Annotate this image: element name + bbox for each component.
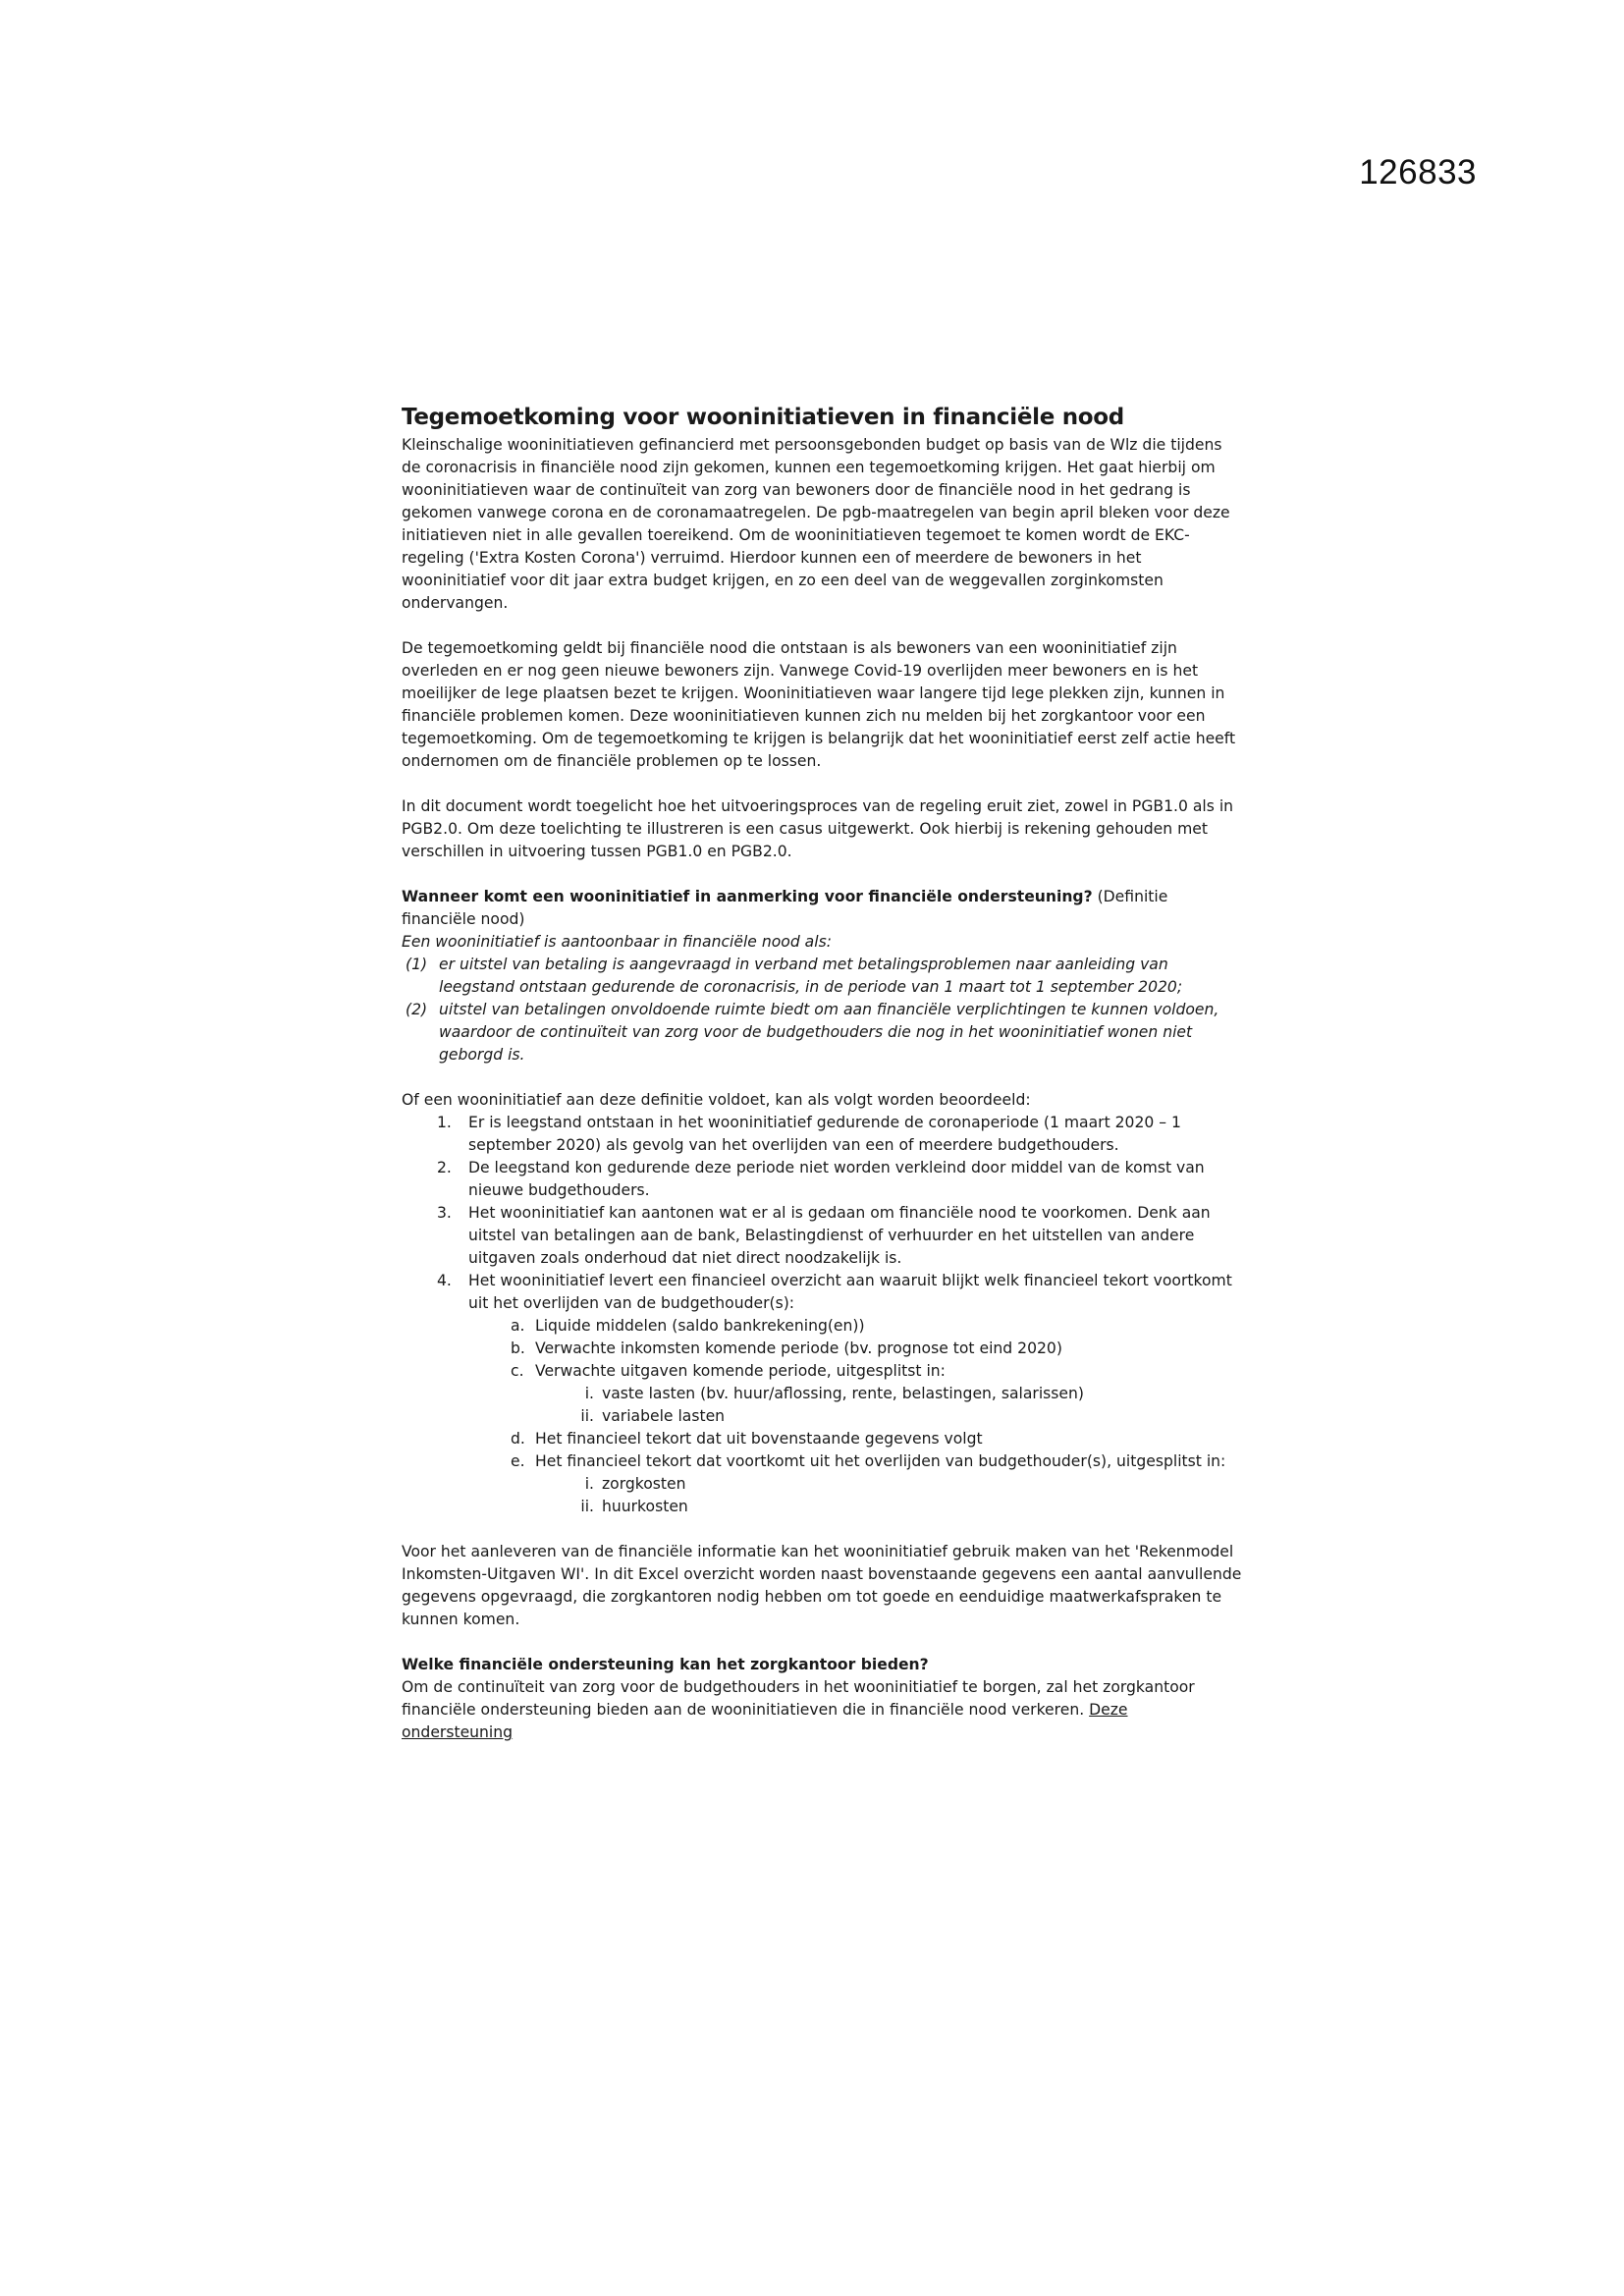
criteria-text: Er is leegstand ontstaan in het wooninitiatief gedurende de coronaperiode (1 maart 2020 – 1 september 2020) als gevolg van het overlijden van een of meerdere budgethouders. (468, 1114, 1181, 1154)
sub-marker: c. (511, 1362, 524, 1380)
criteria-text: Het wooninitiatief kan aantonen wat er al is gedaan om financiële nood te voorkomen. Denk aan uitstel van betalingen aan de bank, Belastingdienst of verhuurder en het uitstellen van andere uitgaven zoals onderhoud dat niet direct noodzakelijk is. (468, 1204, 1211, 1267)
roman-text: zorgkosten (602, 1475, 686, 1493)
page-title: Tegemoetkoming voor wooninitiatieven in financiële nood (402, 405, 1124, 430)
expenses-item (535, 1383, 1242, 1405)
roman-text: vaste lasten (bv. huur/aflossing, rente, belastingen, salarissen) (602, 1385, 1084, 1402)
expenses-list (535, 1383, 1242, 1428)
criteria-item (402, 1270, 1242, 1518)
definition-item (402, 954, 1242, 999)
paragraph-rekenmodel: Voor het aanleveren van de financiële informatie kan het wooninitiatief gebruik maken van het 'Rekenmodel Inkomsten-Uitgaven WI'. In dit Excel overzicht worden naast bovenstaande gegevens een aantal aanvullende gegevens opgevraagd, die zorgkantoren nodig hebben om tot goede en eenduidige maatwerkafspraken te kunnen komen. (402, 1543, 1242, 1628)
criteria-marker: 1. (437, 1114, 452, 1131)
document-number: 126833 (1359, 153, 1477, 191)
criteria-item (402, 1112, 1242, 1157)
criteria-list (402, 1112, 1242, 1518)
sub-marker: b. (511, 1339, 525, 1357)
support-text: Om de continuïteit van zorg voor de budgethouders in het wooninitiatief te borgen, zal het zorgkantoor financiële ondersteuning bieden aan de wooninitiatieven die in financiële nood verkeren. (402, 1678, 1195, 1719)
support-paragraph (402, 1676, 1242, 1744)
roman-marker: ii. (580, 1407, 594, 1425)
definition-intro: Een wooninitiatief is aantoonbaar in financiële nood als: (402, 933, 832, 951)
financial-overview-item (468, 1338, 1242, 1360)
financial-overview-item (468, 1315, 1242, 1338)
criteria-text: De leegstand kon gedurende deze periode niet worden verkleind door middel van de komst van nieuwe budgethouders. (468, 1159, 1205, 1199)
financial-overview-item (468, 1428, 1242, 1450)
sub-marker: a. (511, 1317, 525, 1335)
section-support (402, 1654, 1242, 1744)
sub-text: Het financieel tekort dat voortkomt uit het overlijden van budgethouder(s), uitgesplitst in: (535, 1452, 1226, 1470)
definition-list (402, 954, 1242, 1066)
section-eligibility (402, 886, 1242, 1631)
paragraph-uitvoering: In dit document wordt toegelicht hoe het uitvoeringsproces van de regeling eruit ziet, zowel in PGB1.0 als in PGB2.0. Om deze toelichting te illustreren is een casus uitgewerkt. Ook hierbij is rekening gehouden met verschillen in uitvoering tussen PGB1.0 en PGB2.0. (402, 797, 1234, 860)
financial-overview-item (468, 1360, 1242, 1428)
sub-marker: d. (511, 1430, 525, 1448)
definition-item (402, 999, 1242, 1066)
eligibility-heading (402, 886, 1242, 931)
sub-text: Liquide middelen (saldo bankrekening(en)) (535, 1317, 865, 1335)
financial-overview-list (468, 1315, 1242, 1518)
sub-text: Verwachte inkomsten komende periode (bv. prognose tot eind 2020) (535, 1339, 1062, 1357)
eligibility-question-suffix: (Definitie financiële nood) (402, 888, 1168, 928)
criteria-intro: Of een wooninitiatief aan deze definitie voldoet, kan als volgt worden beoordeeld: (402, 1091, 1031, 1109)
definition-marker: (2) (406, 1001, 428, 1018)
criteria-item (402, 1202, 1242, 1270)
sub-text: Verwachte uitgaven komende periode, uitgesplitst in: (535, 1362, 946, 1380)
sub-marker: e. (511, 1452, 525, 1470)
paragraph-tegemoetkoming: De tegemoetkoming geldt bij financiële nood die ontstaan is als bewoners van een wooninitiatief zijn overleden en er nog geen nieuwe bewoners zijn. Vanwege Covid-19 overlijden meer bewoners en is het moeilijker de lege plaatsen bezet te krijgen. Wooninitiatieven waar langere tijd lege plekken zijn, kunnen in financiële problemen komen. Deze wooninitiatieven kunnen zich nu melden bij het zorgkantoor voor een tegemoetkoming. Om de tegemoetkoming te krijgen is belangrijk dat het wooninitiatief eerst zelf actie heeft ondernomen om de financiële problemen op te lossen. (402, 639, 1236, 770)
support-underlined-text: Deze ondersteuning (402, 1701, 1128, 1741)
roman-text: huurkosten (602, 1498, 688, 1515)
criteria-marker: 2. (437, 1159, 452, 1176)
criteria-marker: 3. (437, 1204, 452, 1222)
definition-text: uitstel van betalingen onvoldoende ruimte biedt om aan financiële verplichtingen te kunnen voldoen, waardoor de continuïteit van zorg voor de budgethouders die nog in het wooninitiatief wonen niet geborgd is. (439, 1001, 1219, 1064)
shortfall-list (535, 1473, 1242, 1518)
document-body (402, 403, 1242, 1744)
shortfall-item (535, 1473, 1242, 1496)
shortfall-item (535, 1496, 1242, 1518)
eligibility-question: Wanneer komt een wooninitiatief in aanmerking voor financiële ondersteuning? (402, 888, 1093, 905)
financial-overview-item (468, 1450, 1242, 1518)
expenses-item (535, 1405, 1242, 1428)
criteria-marker: 4. (437, 1272, 452, 1289)
sub-text: Het financieel tekort dat uit bovenstaande gegevens volgt (535, 1430, 983, 1448)
criteria-item (402, 1157, 1242, 1202)
definition-marker: (1) (406, 956, 428, 973)
support-heading: Welke financiële ondersteuning kan het zorgkantoor bieden? (402, 1656, 929, 1673)
criteria-text: Het wooninitiatief levert een financieel overzicht aan waaruit blijkt welk financieel tekort voortkomt uit het overlijden van de budgethouder(s): (468, 1272, 1232, 1312)
definition-text: er uitstel van betaling is aangevraagd in verband met betalingsproblemen naar aanleiding van leegstand ontstaan gedurende de coronacrisis, in de periode van 1 maart tot 1 september 2020; (439, 956, 1183, 996)
paragraph-intro: Kleinschalige wooninitiatieven gefinancierd met persoonsgebonden budget op basis van de Wlz die tijdens de coronacrisis in financiële nood zijn gekomen, kunnen een tegemoetkoming krijgen. Het gaat hierbij om wooninitiatieven waar de continuïteit van zorg van bewoners door de financiële nood in het gedrang is gekomen vanwege corona en de coronamaatregelen. De pgb-maatregelen van begin april bleken voor deze initiatieven niet in alle gevallen toereikend. Om de wooninitiatieven tegemoet te komen wordt de EKC-regeling ('Extra Kosten Corona') verruimd. Hierdoor kunnen een of meerdere de bewoners in het wooninitiatief voor dit jaar extra budget krijgen, en zo een deel van de weggevallen zorginkomsten ondervangen. (402, 436, 1230, 612)
roman-marker: i. (584, 1475, 594, 1493)
roman-marker: ii. (580, 1498, 594, 1515)
roman-marker: i. (584, 1385, 594, 1402)
roman-text: variabele lasten (602, 1407, 726, 1425)
